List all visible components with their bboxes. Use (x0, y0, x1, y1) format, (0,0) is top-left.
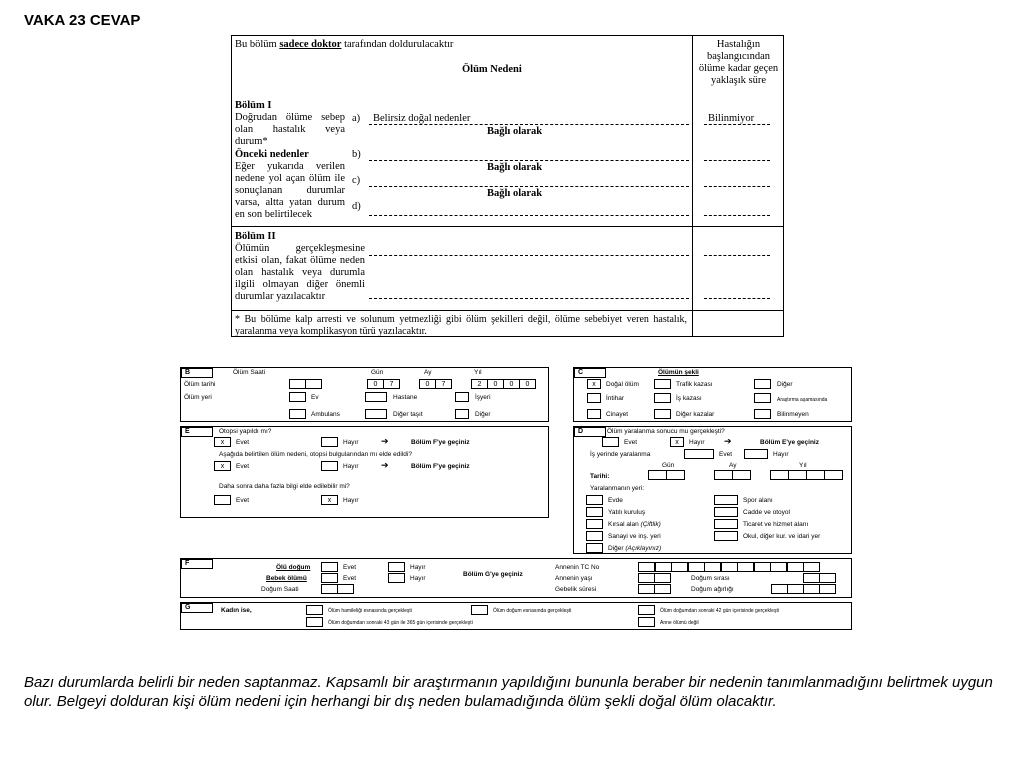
gebelik-1[interactable] (638, 584, 655, 594)
explanation-paragraph: Bazı durumlarda belirli bir neden saptanmaz. Kapsamlı bir araştırmanın yapıldığını bununla beraber bir nedenin tanımlanmadığını belirtmek uygun olur. Belgeyi dolduran kişi ölüm nedeni için herhangi bir dış neden bulamadığında ölüm şekli doğal ölüm olacaktır. (24, 674, 993, 710)
is-kazasi-checkbox[interactable] (654, 393, 671, 403)
yatili-checkbox[interactable] (586, 507, 603, 517)
footnote: * Bu bölüme kalp arresti ve solunum yetmezliği gibi ölüm şekilleri değil, ölüme sebebiyet veren hastalık, yaralanma veya komplikasyon türü yazılacaktır. (235, 314, 687, 337)
g-dogum-checkbox[interactable] (471, 605, 488, 615)
diger-yer-d-checkbox[interactable] (586, 543, 603, 553)
arrow-right-icon: ➔ (724, 436, 732, 446)
dogum-dakika-box[interactable] (337, 584, 354, 594)
d-year-4[interactable] (824, 470, 843, 480)
otopsi-bulgu-hayir-checkbox[interactable] (321, 461, 338, 471)
ambulans-checkbox[interactable] (289, 409, 306, 419)
otopsi-bulgu-evet-checkbox[interactable]: x (214, 461, 231, 471)
dogum-sirasi-2[interactable] (819, 573, 836, 583)
panel-f: F Ölü doğum Bebek ölümü Doğum Saati Evet Hayır Evet Hayır Bölüm G'ye geçiniz Annenin TC No Annenin yaşı Gebelik süresi Doğum sırası Doğum ağırlığı (180, 558, 852, 598)
d-day-2[interactable] (666, 470, 685, 480)
cadde-checkbox[interactable] (714, 507, 738, 517)
yaralanma-hayir-checkbox[interactable]: x (670, 437, 684, 447)
panel-g: G Kadın ise, Ölüm hamileliği esnasında gerçekleşti Ölüm doğum esnasında gerçekleşti Ölüm doğumdan sonraki 42 gün içerisinde gerçekleşti Ölüm doğumdan sonraki 43 gün ile 365 gün içerisinde gerçekleşti Anne ölümü değil (180, 602, 852, 630)
d-year-1[interactable] (770, 470, 789, 480)
dogum-sirasi-1[interactable] (803, 573, 820, 583)
d-year-3[interactable] (806, 470, 825, 480)
anne-tc-digit-8[interactable] (754, 562, 771, 572)
g-365gun-checkbox[interactable] (306, 617, 323, 627)
bebek-olumu-hayir-checkbox[interactable] (388, 573, 405, 583)
intihar-checkbox[interactable] (587, 393, 601, 403)
dogum-saat-box[interactable] (321, 584, 338, 594)
otopsi-hayir-checkbox[interactable] (321, 437, 338, 447)
d-day-1[interactable] (648, 470, 667, 480)
hastane-checkbox[interactable] (365, 392, 387, 402)
minute-box[interactable] (305, 379, 322, 389)
anne-tc-digit-2[interactable] (655, 562, 672, 572)
anne-tc-digit-9[interactable] (770, 562, 787, 572)
g-hamilelik-checkbox[interactable] (306, 605, 323, 615)
duration-header: Hastalığın başlangıcından ölüme kadar geçen yaklaşık süre (698, 39, 779, 86)
anne-tc-digit-4[interactable] (688, 562, 705, 572)
year-digit-2[interactable]: 0 (487, 379, 504, 389)
gebelik-2[interactable] (654, 584, 671, 594)
anne-tc-digit-11[interactable] (803, 562, 820, 572)
sanayi-checkbox[interactable] (586, 531, 603, 541)
isyeri-checkbox[interactable] (455, 392, 469, 402)
anne-tc-digit-10[interactable] (787, 562, 804, 572)
year-digit-1[interactable]: 2 (471, 379, 488, 389)
anne-tc-digit-3[interactable] (671, 562, 688, 572)
evde-checkbox[interactable] (586, 495, 603, 505)
d-year-2[interactable] (788, 470, 807, 480)
panel-e: E Otopsi yapıldı mı? x Evet Hayır ➔ Bölüm F'ye geçiniz Aşağıda belirtilen ölüm nedeni, otopsi bulgularından mı elde edildi? x Evet Hayır ➔ Bölüm F'ye geçiniz Daha sonra daha fazla bilgi elde edilebilir mi? Evet x Hayır (180, 426, 549, 518)
anne-yas-1[interactable] (638, 573, 655, 583)
g-42gun-checkbox[interactable] (638, 605, 655, 615)
diger-kazalar-checkbox[interactable] (654, 409, 671, 419)
anne-tc-digit-5[interactable] (704, 562, 721, 572)
onceki-title: Önceki nedenler (235, 149, 309, 160)
bolum1-text: Doğrudan ölüme sebep olan hastalık veya durum* (235, 112, 345, 147)
form-main-title: Ölüm Nedeni (462, 64, 522, 75)
day-digit-2[interactable]: 7 (383, 379, 400, 389)
ev-checkbox[interactable] (289, 392, 306, 402)
arrow-right-icon: ➔ (381, 436, 389, 446)
duration-a[interactable]: Bilinmiyor (708, 113, 755, 124)
diger-tasit-checkbox[interactable] (365, 409, 387, 419)
agirlik-2[interactable] (787, 584, 804, 594)
dogal-olum-checkbox[interactable]: x (587, 379, 601, 389)
cause-of-death-form: Bu bölüm sadece doktor tarafından doldurulacaktır Ölüm Nedeni Hastalığın başlangıcından ölüme kadar geçen yaklaşık süre Bölüm I Doğrudan ölüme sebep olan hastalık veya durum* Önceki nedenler Eğer yukarıda verilen nedene yol açan ölüm ile sonuçlanan durumlar varsa, altta yatan durum en son belirtilecek a) Belirsiz doğal nedenler Bağlı olarak b) Bağlı olarak c) Bağlı olarak d) Bilinmiyor Bölüm II Ölümün gerçekleşmesine etkisi olan, fakat ölüme neden olan hastalık veya durumla ilgili olmayan diğer önemli durumlar yazılacaktır * Bu bölüme kalp arresti ve solunum yetmezliği gibi ölüm şekilleri değil, ölüme sebebiyet veren hastalık, yaralanma veya komplikasyon türü yazılacaktır. (231, 35, 784, 337)
ticaret-checkbox[interactable] (714, 519, 738, 529)
agirlik-4[interactable] (819, 584, 836, 594)
bilgi-evet-checkbox[interactable] (214, 495, 231, 505)
anne-tc-digit-7[interactable] (737, 562, 754, 572)
d-month-2[interactable] (732, 470, 751, 480)
d-month-1[interactable] (714, 470, 733, 480)
agirlik-3[interactable] (803, 584, 820, 594)
arastirma-checkbox[interactable] (754, 393, 771, 403)
olu-dogum-hayir-checkbox[interactable] (388, 562, 405, 572)
bolum2-text: Ölümün gerçekleşmesine etkisi olan, fakat ölüme neden olan hastalık veya durumla ilgili olmayan diğer önemli durumlar yazılacaktır (235, 243, 365, 302)
otopsi-evet-checkbox[interactable]: x (214, 437, 231, 447)
year-digit-4[interactable]: 0 (519, 379, 536, 389)
bebek-olumu-evet-checkbox[interactable] (321, 573, 338, 583)
is-yerinde-evet-checkbox[interactable] (684, 449, 714, 459)
month-digit-1[interactable]: 0 (419, 379, 436, 389)
panel-c: C Ölümün şekli x Doğal ölüm Trafik kazası Diğer İntihar İş kazası Araştırma aşamasında Cinayet Diğer kazalar Bilinmeyen (573, 367, 852, 422)
okul-checkbox[interactable] (714, 531, 738, 541)
year-digit-3[interactable]: 0 (503, 379, 520, 389)
panel-b: B Ölüm Saati Gün Ay Yıl Ölüm tarihi Ölüm yeri 0 7 0 7 2 0 0 0 Ev Hastane İşyeri Ambulans Diğer taşıt Diğer (180, 367, 549, 422)
trafik-checkbox[interactable] (654, 379, 671, 389)
bilinmeyen-checkbox[interactable] (754, 409, 771, 419)
bolum2-title: Bölüm II (235, 231, 276, 242)
anne-tc-digit-1[interactable] (638, 562, 655, 572)
month-digit-2[interactable]: 7 (435, 379, 452, 389)
page-title: VAKA 23 CEVAP (24, 12, 141, 29)
bolum1-title: Bölüm I (235, 100, 272, 111)
diger-checkbox[interactable] (754, 379, 771, 389)
bilgi-hayir-checkbox[interactable]: x (321, 495, 338, 505)
olu-dogum-evet-checkbox[interactable] (321, 562, 338, 572)
anne-yas-2[interactable] (654, 573, 671, 583)
kirsal-checkbox[interactable] (586, 519, 603, 529)
agirlik-1[interactable] (771, 584, 788, 594)
onceki-text: Eğer yukarıda verilen nedene yol açan ölüm ile sonuçlanan durumlar varsa, altta yatan durum en son belirtilecek (235, 161, 345, 220)
arrow-right-icon: ➔ (381, 460, 389, 470)
cause-a[interactable]: Belirsiz doğal nedenler (373, 113, 471, 124)
yaralanma-evet-checkbox[interactable] (602, 437, 619, 447)
anne-tc-digit-6[interactable] (721, 562, 738, 572)
hour-box[interactable] (289, 379, 306, 389)
diger-yer-checkbox[interactable] (455, 409, 469, 419)
cinayet-checkbox[interactable] (587, 409, 601, 419)
day-digit-1[interactable]: 0 (367, 379, 384, 389)
panel-d: D Ölüm yaralanma sonucu mu gerçekleşti? Evet x Hayır ➔ Bölüm E'ye geçiniz İş yerinde yaralanma Evet Hayır Gün Ay Yıl Tarihi: Yaralanmanın yeri: Evde Spor alanı Yatılı kuruluş Cadde ve otoyol Kırsal alan (Çiftlik) Ticaret ve hizmet alanı Sanayi ve inş. yeri Okul, diğer kur. ve idari yer Diğer (Açıklayınız) (573, 426, 852, 554)
spor-checkbox[interactable] (714, 495, 738, 505)
form-header: Bu bölüm sadece doktor tarafından doldurulacaktır (235, 39, 454, 50)
g-anne-olumu-degil-checkbox[interactable] (638, 617, 655, 627)
is-yerinde-hayir-checkbox[interactable] (744, 449, 768, 459)
